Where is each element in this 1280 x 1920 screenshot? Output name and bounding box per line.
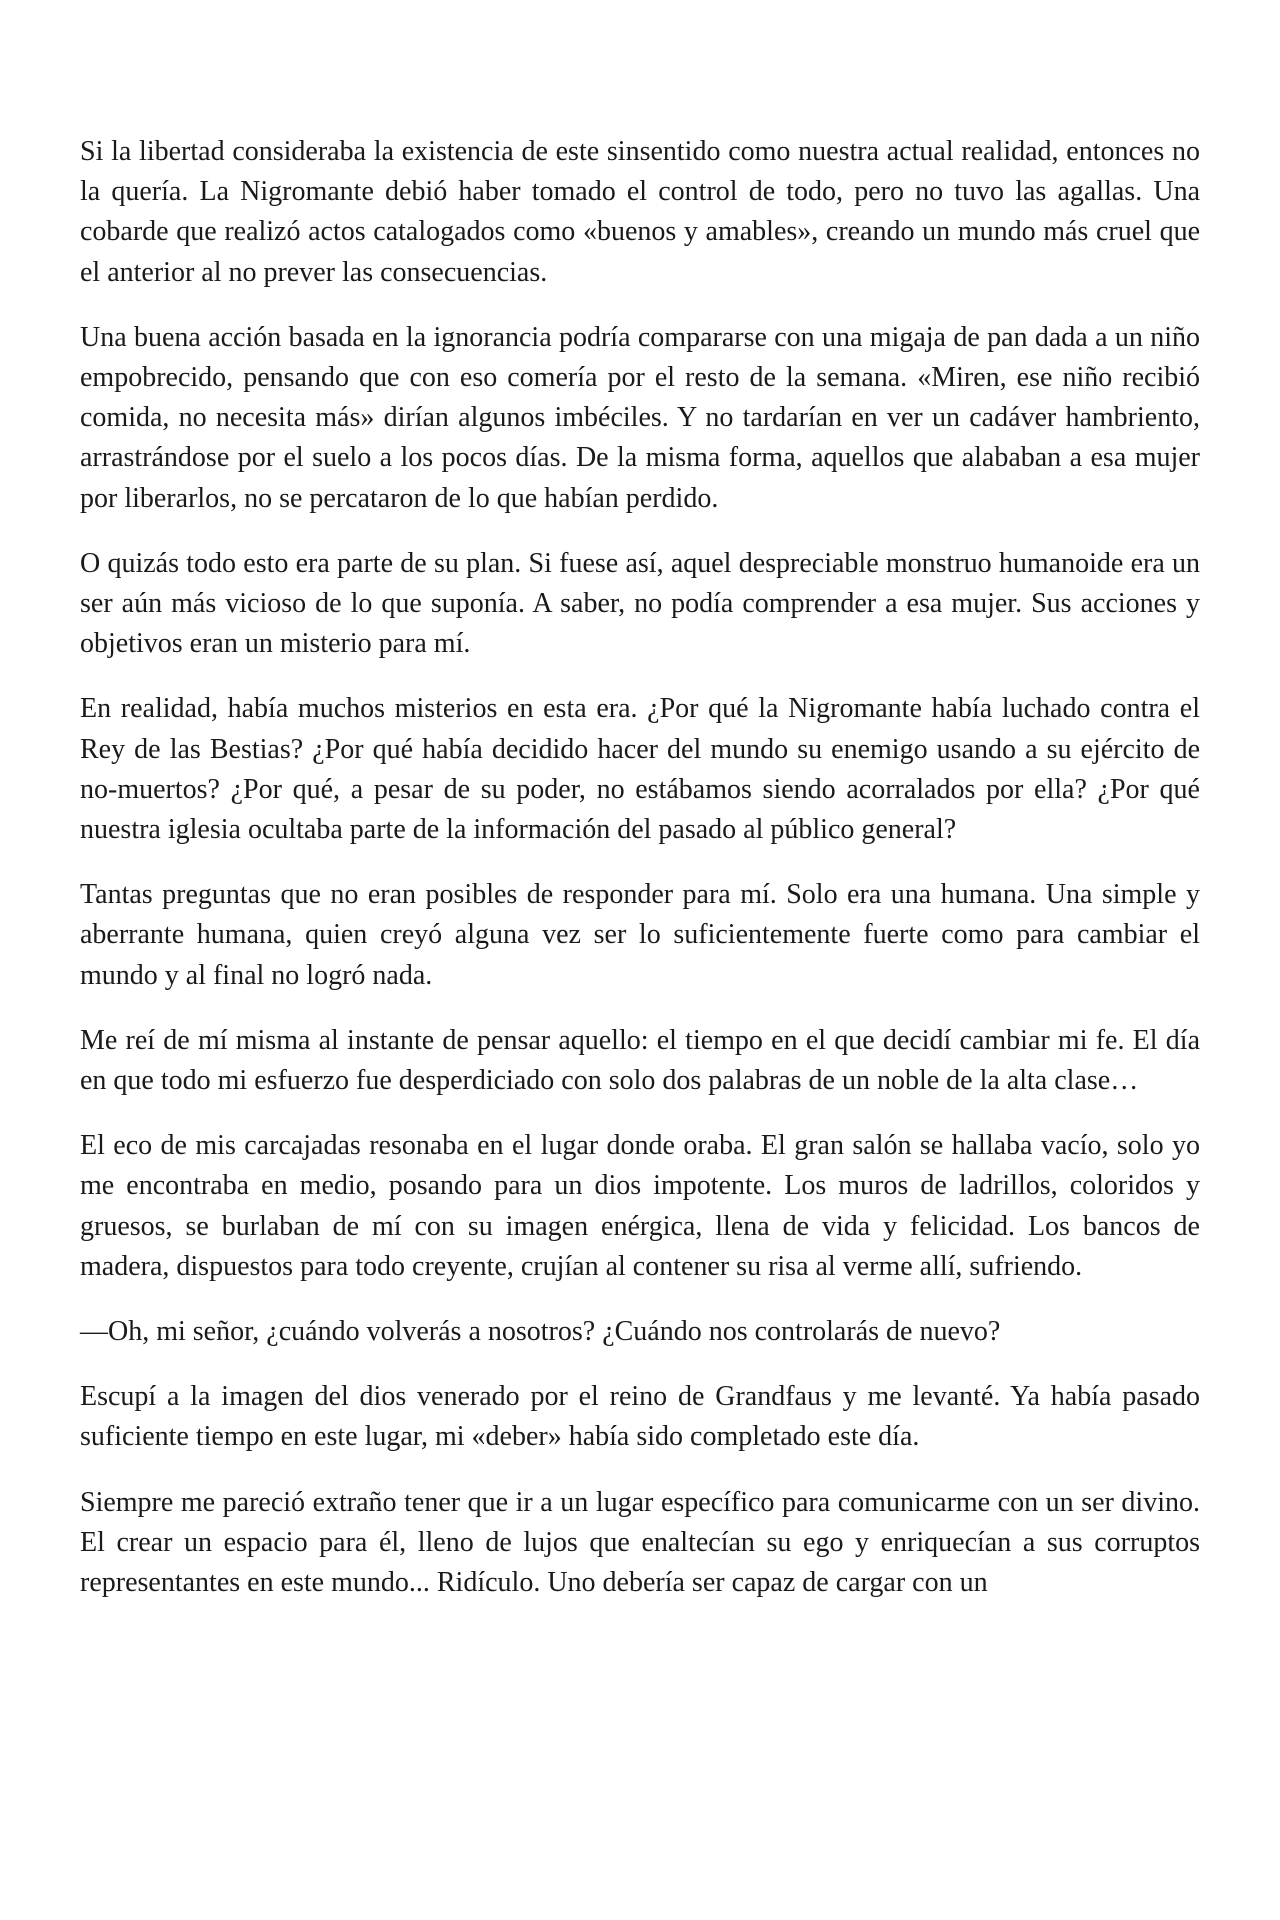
paragraph-2: Una buena acción basada en la ignorancia podría compararse con una migaja de pan dada a un niño empobrecido, pensando que con eso comería por el resto de la semana. «Miren, ese niño recibió comida, no necesita más» dirían algunos imbéciles. Y no tardarían en ver un cadáver hambriento, arrastrándose por el suelo a los pocos días. De la misma forma, aquellos que alababan a esa mujer por liberarlos, no se percataron de lo que habían perdido. (80, 321, 1200, 514)
paragraph-9: Escupí a la imagen del dios venerado por el reino de Grandfaus y me levanté. Ya había pasado suficiente tiempo en este lugar, mi «deber» había sido completado este día. (80, 1381, 1200, 1453)
paragraph-6: Me reí de mí misma al instante de pensar aquello: el tiempo en el que decidí cambiar mi fe. El día en que todo mi esfuerzo fue desperdiciado con solo dos palabras de un noble de la alta clase… (80, 1024, 1200, 1097)
document-page (80, 132, 1200, 1628)
paragraph-8-dialogue: —Oh, mi señor, ¿cuándo volverás a nosotros? ¿Cuándo nos controlarás de nuevo? (80, 1316, 1001, 1348)
paragraph-10: Siempre me pareció extraño tener que ir a un lugar específico para comunicarme con un ser divino. El crear un espacio para él, lleno de lujos que enaltecían su ego y enriquecían a sus corruptos representantes en este mundo... Ridículo. Uno debería ser capaz de cargar con un (80, 1486, 1200, 1599)
paragraph-4: En realidad, había muchos misterios en esta era. ¿Por qué la Nigromante había luchado contra el Rey de las Bestias? ¿Por qué había decidido hacer del mundo su enemigo usando a su ejército de no-muertos? ¿Por qué, a pesar de su poder, no estábamos siendo acorralados por ella? ¿Por qué nuestra iglesia ocultaba parte de la información del pasado al público general? (80, 693, 1200, 846)
paragraph-1: Si la libertad consideraba la existencia de este sinsentido como nuestra actual realidad, entonces no la quería. La Nigromante debió haber tomado el control de todo, pero no tuvo las agallas. Una cobarde que realizó actos catalogados como «buenos y amables», creando un mundo más cruel que el anterior al no prever las consecuencias. (80, 136, 1200, 288)
paragraph-7: El eco de mis carcajadas resonaba en el lugar donde oraba. El gran salón se hallaba vacío, solo yo me encontraba en medio, posando para un dios impotente. Los muros de ladrillos, coloridos y gruesos, se burlaban de mí con su imagen enérgica, llena de vida y felicidad. Los bancos de madera, dispuestos para todo creyente, crujían al contener su risa al verme allí, sufriendo. (80, 1130, 1200, 1282)
paragraph-3: O quizás todo esto era parte de su plan. Si fuese así, aquel despreciable monstruo humanoide era un ser aún más vicioso de lo que suponía. A saber, no podía comprender a esa mujer. Sus acciones y objetivos eran un misterio para mí. (80, 547, 1200, 660)
paragraph-5: Tantas preguntas que no eran posibles de responder para mí. Solo era una humana. Una simple y aberrante humana, quien creyó alguna vez ser lo suficientemente fuerte como para cambiar el mundo y al final no logró nada. (80, 879, 1200, 991)
